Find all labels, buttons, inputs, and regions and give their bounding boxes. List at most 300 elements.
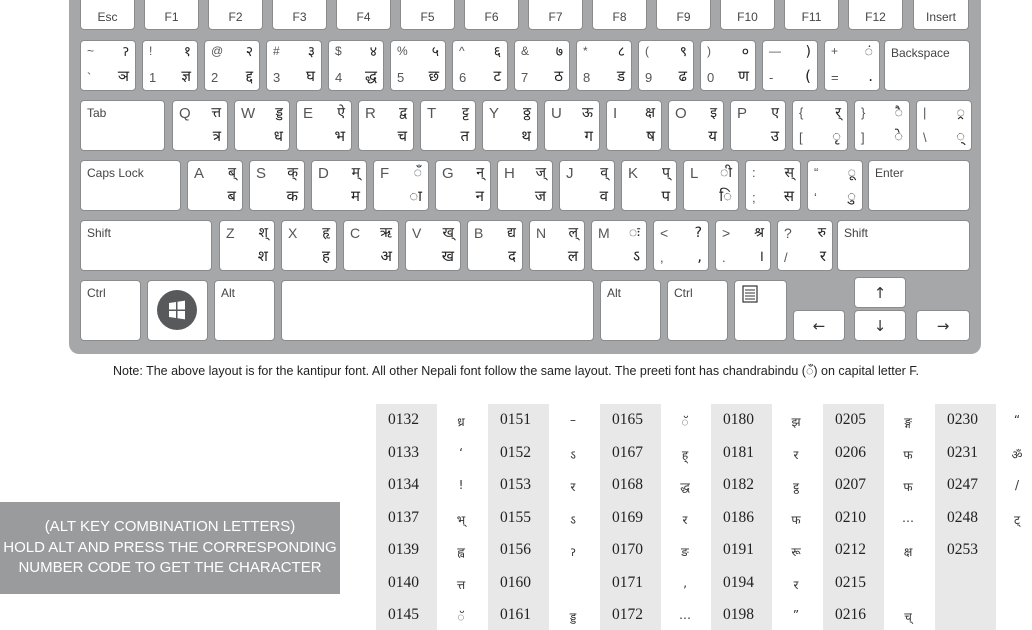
key-base-nepali: ज्ञ bbox=[181, 67, 191, 85]
key-shift-nepali: द्व bbox=[398, 105, 407, 121]
key-num-7[interactable] bbox=[514, 40, 570, 91]
key-shift-char: R bbox=[365, 105, 376, 122]
key-base-nepali: ख bbox=[441, 247, 454, 265]
key-num-8[interactable] bbox=[576, 40, 632, 91]
key-base-nepali: छ bbox=[428, 67, 439, 85]
key-label: F7 bbox=[548, 10, 563, 24]
alt-code: 0212 bbox=[835, 541, 866, 558]
alt-code: 0156 bbox=[500, 541, 531, 558]
tab-key[interactable] bbox=[80, 100, 165, 151]
key-shift-char: O bbox=[675, 105, 687, 122]
alt-code: 0145 bbox=[388, 606, 419, 623]
windows-logo-icon bbox=[157, 290, 197, 330]
key-num-10[interactable] bbox=[700, 40, 756, 91]
key-label: F2 bbox=[228, 10, 243, 24]
arrow-up-key[interactable] bbox=[854, 277, 906, 308]
key-shift-nepali: ज् bbox=[535, 165, 546, 181]
arrow-right-key[interactable] bbox=[916, 310, 970, 341]
key-base-nepali: . bbox=[868, 67, 873, 85]
key-shift-char: H bbox=[504, 165, 515, 182]
key-q-1[interactable] bbox=[234, 100, 290, 151]
key-a-5[interactable] bbox=[497, 160, 553, 211]
key-f6[interactable] bbox=[464, 0, 519, 30]
key-label: Enter bbox=[875, 166, 904, 180]
key-base-nepali: ढ bbox=[678, 67, 687, 85]
key-f2[interactable] bbox=[208, 0, 263, 30]
alt-code: 0230 bbox=[947, 411, 978, 428]
key-base-nepali: प bbox=[661, 187, 670, 205]
key-base-char: / bbox=[784, 250, 788, 265]
alt-code: 0253 bbox=[947, 541, 978, 558]
key-f10[interactable] bbox=[720, 0, 775, 30]
key-q-3[interactable] bbox=[358, 100, 414, 151]
alt-code-character: र bbox=[682, 512, 688, 527]
key-base-char: 4 bbox=[335, 70, 343, 85]
key-label: Shift bbox=[844, 226, 869, 240]
key-base-nepali: स bbox=[783, 187, 794, 205]
key-base-char: \ bbox=[923, 130, 927, 145]
key-shift-nepali: ट्ट bbox=[462, 105, 469, 121]
key-base-nepali: व bbox=[599, 187, 608, 205]
key-base-nepali: ञ bbox=[117, 67, 129, 85]
key-z-4[interactable] bbox=[467, 220, 523, 271]
key-num-6[interactable] bbox=[452, 40, 508, 91]
alt-code: 0169 bbox=[612, 508, 643, 526]
key-z-9[interactable] bbox=[777, 220, 833, 271]
key-a-2[interactable] bbox=[311, 160, 367, 211]
key-shift-char: X bbox=[288, 225, 298, 241]
key-shift-char: P bbox=[737, 105, 748, 122]
key-label: Shift bbox=[87, 226, 112, 240]
backspace-key[interactable] bbox=[884, 40, 970, 91]
key-z-8[interactable] bbox=[715, 220, 771, 271]
alt-code: 0186 bbox=[723, 508, 754, 526]
key-num-2[interactable] bbox=[204, 40, 260, 91]
key-num-12[interactable] bbox=[824, 40, 880, 91]
key-shift-nepali: र् bbox=[835, 105, 841, 121]
enter-key[interactable] bbox=[868, 160, 970, 211]
key-shift-char: : bbox=[752, 165, 756, 180]
key-shift-char: ( bbox=[645, 44, 649, 58]
arrow-right-icon: → bbox=[936, 316, 950, 335]
key-shift-nepali: ९ bbox=[679, 44, 687, 60]
key-base-nepali: ड bbox=[616, 67, 625, 85]
key-q-7[interactable] bbox=[606, 100, 662, 151]
alt-code: 0153 bbox=[500, 476, 531, 493]
key-a-1[interactable] bbox=[249, 160, 305, 211]
caps-lock-key[interactable] bbox=[80, 160, 181, 211]
alt-code-character: ट्ठ bbox=[793, 480, 799, 494]
key-label: F11 bbox=[801, 10, 822, 24]
alt-code: 0161 bbox=[500, 606, 531, 623]
key-z-3[interactable] bbox=[405, 220, 461, 271]
alt-code: 0231 bbox=[947, 443, 978, 461]
key-f4[interactable] bbox=[336, 0, 391, 30]
alt-code-character: – bbox=[570, 413, 576, 427]
alt-code-character: ह् bbox=[681, 447, 689, 462]
key-q-9[interactable] bbox=[730, 100, 786, 151]
key-z-7[interactable] bbox=[653, 220, 709, 271]
key-num-11[interactable] bbox=[762, 40, 818, 91]
key-shift-char: ! bbox=[149, 44, 153, 58]
key-shift-nepali: ल् bbox=[568, 225, 578, 241]
windows-key[interactable] bbox=[147, 280, 208, 341]
key-shift-nepali: ५ bbox=[431, 44, 439, 60]
key-f5[interactable] bbox=[400, 0, 455, 30]
alt-code: 0205 bbox=[835, 411, 866, 428]
key-z-0[interactable] bbox=[219, 220, 275, 271]
key-shift-char: @ bbox=[211, 44, 224, 58]
alt-code-character: … bbox=[679, 608, 691, 622]
key-shift-nepali: ॽ bbox=[122, 44, 129, 60]
key-shift-char: Y bbox=[489, 105, 500, 122]
key-base-nepali: म bbox=[351, 187, 360, 205]
key-shift-char: E bbox=[303, 105, 314, 122]
key-base-nepali: । bbox=[758, 247, 764, 265]
key-num-0[interactable] bbox=[80, 40, 136, 91]
key-base-char: ; bbox=[752, 190, 756, 205]
key-shift-char: | bbox=[923, 105, 927, 120]
alt-code-character: ! bbox=[458, 478, 464, 492]
right-alt-key[interactable] bbox=[600, 280, 661, 341]
key-shift-nepali: प् bbox=[662, 165, 670, 181]
key-z-5[interactable] bbox=[529, 220, 585, 271]
alt-code: 0134 bbox=[388, 476, 419, 493]
key-base-nepali: न bbox=[475, 187, 484, 205]
key-shift-char: ? bbox=[784, 225, 792, 241]
key-shift-char: > bbox=[722, 225, 731, 241]
key-a-4[interactable] bbox=[435, 160, 491, 211]
alt-code-character: ॅ bbox=[457, 610, 465, 624]
key-base-nepali: र bbox=[819, 247, 826, 265]
key-base-char: ` bbox=[87, 70, 92, 85]
right-ctrl-key[interactable] bbox=[667, 280, 728, 341]
key-shift-char: A bbox=[194, 165, 205, 182]
key-q-2[interactable] bbox=[296, 100, 352, 151]
alt-code: 0160 bbox=[500, 573, 531, 591]
key-shift-nepali: ऐ bbox=[337, 105, 345, 121]
key-q-4[interactable] bbox=[420, 100, 476, 151]
key-base-nepali: ब bbox=[227, 187, 236, 205]
alt-code-character: च् bbox=[904, 610, 912, 624]
alt-code: 0171 bbox=[612, 573, 643, 591]
key-base-nepali: , bbox=[697, 247, 702, 265]
key-a-7[interactable] bbox=[621, 160, 677, 211]
alt-code-character: ङ bbox=[681, 545, 689, 559]
alt-code: 0180 bbox=[723, 411, 754, 428]
key-f9[interactable] bbox=[656, 0, 711, 30]
key-shift-nepali: क्ष bbox=[644, 105, 655, 121]
key-q-0[interactable] bbox=[172, 100, 228, 151]
key-shift-nepali: ब् bbox=[228, 165, 236, 181]
key-num-3[interactable] bbox=[266, 40, 322, 91]
alt-code: 0152 bbox=[500, 443, 531, 461]
key-label: Insert bbox=[925, 10, 956, 24]
key-a-8[interactable] bbox=[683, 160, 739, 211]
key-label: F5 bbox=[420, 10, 435, 24]
key-base-nepali: श bbox=[257, 247, 268, 265]
alt-code: 0167 bbox=[612, 443, 643, 461]
key-shift-nepali: स् bbox=[784, 165, 794, 181]
key-f1[interactable] bbox=[144, 0, 199, 30]
alt-code-character: फ bbox=[903, 447, 913, 462]
alt-code: 0182 bbox=[723, 476, 754, 493]
key-q-10[interactable] bbox=[792, 100, 848, 151]
key-base-nepali: च bbox=[397, 127, 407, 145]
alt-code-character: ॅ bbox=[681, 415, 689, 429]
key-shift-nepali: २ bbox=[245, 44, 253, 60]
key-shift-nepali: ? bbox=[694, 225, 702, 241]
key-shift-nepali: श्र bbox=[754, 225, 764, 241]
alt-code: 0132 bbox=[388, 411, 419, 428]
key-base-nepali: घ bbox=[306, 67, 315, 85]
key-base-nepali: ृ bbox=[832, 127, 841, 145]
key-label: F10 bbox=[737, 10, 758, 24]
key-label: F3 bbox=[292, 10, 307, 24]
key-label: Alt bbox=[607, 286, 622, 300]
key-label: Alt bbox=[221, 286, 236, 300]
key-shift-nepali: हृ bbox=[322, 225, 330, 241]
key-base-nepali: ष bbox=[646, 127, 655, 145]
key-q-12[interactable] bbox=[916, 100, 972, 151]
alt-code: 0139 bbox=[388, 541, 419, 558]
key-shift-nepali: क् bbox=[287, 165, 298, 181]
alt-code-character: ॽ bbox=[570, 545, 576, 559]
arrow-down-icon: ↓ bbox=[873, 316, 887, 335]
key-base-char: 3 bbox=[273, 70, 281, 85]
alt-code-character: झ bbox=[791, 415, 801, 429]
arrow-left-key[interactable] bbox=[793, 310, 845, 341]
alt-code: 0165 bbox=[612, 411, 643, 428]
key-shift-nepali: ७ bbox=[555, 44, 563, 60]
key-base-nepali: ह bbox=[322, 247, 330, 265]
key-shift-char: U bbox=[551, 105, 562, 122]
alt-code: 0247 bbox=[947, 476, 978, 493]
key-base-char: 7 bbox=[521, 70, 529, 85]
alt-code: 0207 bbox=[835, 476, 866, 493]
key-label: F4 bbox=[356, 10, 371, 24]
left-shift-key[interactable] bbox=[80, 220, 212, 271]
key-a-10[interactable] bbox=[807, 160, 863, 211]
key-shift-nepali: ै bbox=[894, 105, 903, 121]
key-shift-nepali: १ bbox=[183, 44, 191, 60]
key-shift-char: W bbox=[241, 105, 256, 122]
key-base-nepali: ( bbox=[805, 67, 811, 85]
key-shift-nepali: ३ bbox=[307, 44, 315, 60]
key-label: F1 bbox=[164, 10, 179, 24]
alt-code-character: ह्व bbox=[457, 545, 465, 559]
key-shift-nepali: ी bbox=[720, 165, 732, 181]
alt-code-character: ड्ड bbox=[569, 610, 577, 624]
key-base-char: 0 bbox=[707, 70, 715, 85]
alt-code: 0172 bbox=[612, 606, 643, 623]
key-base-nepali: द्द bbox=[245, 67, 253, 85]
key-base-nepali: ु bbox=[847, 187, 856, 205]
key-shift-char: K bbox=[628, 165, 639, 182]
key-shift-char: ) bbox=[707, 44, 711, 58]
key-base-char: ] bbox=[861, 130, 865, 145]
key-base-nepali: ग bbox=[584, 127, 593, 145]
alt-code-character: ऽ bbox=[570, 512, 576, 527]
key-shift-nepali: व् bbox=[600, 165, 608, 181]
key-shift-char: D bbox=[318, 165, 329, 182]
key-f12[interactable] bbox=[848, 0, 903, 30]
key-shift-nepali: श् bbox=[258, 225, 268, 241]
key-shift-nepali: ० bbox=[741, 44, 749, 60]
arrow-up-icon: ↑ bbox=[873, 283, 887, 302]
key-f7[interactable] bbox=[528, 0, 583, 30]
key-label: F8 bbox=[612, 10, 627, 24]
alt-code: 0181 bbox=[723, 443, 754, 461]
key-base-char: 1 bbox=[149, 70, 157, 85]
key-label: F6 bbox=[484, 10, 499, 24]
key-base-nepali: ण bbox=[738, 67, 749, 85]
key-base-nepali: ा bbox=[409, 187, 422, 205]
key-shift-char: “ bbox=[814, 165, 819, 180]
alt-code-character: ट् bbox=[1013, 512, 1021, 527]
key-num-4[interactable] bbox=[328, 40, 384, 91]
key-q-6[interactable] bbox=[544, 100, 600, 151]
key-q-5[interactable] bbox=[482, 100, 538, 151]
key-shift-char: } bbox=[861, 105, 866, 120]
key-base-char: 8 bbox=[583, 70, 591, 85]
key-num-5[interactable] bbox=[390, 40, 446, 91]
spacebar-key[interactable] bbox=[281, 280, 594, 341]
key-a-3[interactable] bbox=[373, 160, 429, 211]
key-shift-char: V bbox=[412, 225, 422, 241]
key-base-nepali: े bbox=[894, 127, 903, 145]
key-label: F12 bbox=[865, 10, 886, 24]
key-a-9[interactable] bbox=[745, 160, 801, 211]
key-shift-char: L bbox=[690, 165, 699, 182]
key-shift-nepali: ख् bbox=[442, 225, 454, 241]
key-shift-char: B bbox=[474, 225, 484, 241]
key-shift-char: Z bbox=[226, 225, 235, 241]
alt-code: 0206 bbox=[835, 443, 866, 461]
alt-code: 0191 bbox=[723, 541, 754, 558]
key-base-nepali: थ bbox=[521, 127, 531, 145]
key-shift-nepali: ठ्ठ bbox=[523, 105, 531, 121]
alt-code-character: ङ्ग bbox=[904, 415, 912, 429]
key-base-char: ‘ bbox=[814, 190, 817, 205]
key-shift-nepali: ड्ड bbox=[275, 105, 283, 121]
instruction-line: (ALT KEY COMBINATION LETTERS) bbox=[44, 518, 296, 535]
alt-code: 0137 bbox=[388, 508, 419, 526]
key-base-char: = bbox=[831, 70, 839, 85]
key-num-1[interactable] bbox=[142, 40, 198, 91]
alt-code: 0248 bbox=[947, 508, 978, 526]
alt-code-character: र bbox=[570, 480, 576, 494]
left-ctrl-key[interactable] bbox=[80, 280, 141, 341]
key-base-nepali: अ bbox=[380, 247, 392, 265]
key-shift-char: & bbox=[521, 44, 530, 58]
key-shift-char: G bbox=[442, 165, 454, 182]
key-shift-char: $ bbox=[335, 44, 342, 58]
key-shift-nepali: ं bbox=[864, 44, 873, 60]
menu-key[interactable] bbox=[734, 280, 787, 341]
right-shift-key[interactable] bbox=[837, 220, 970, 271]
key-f3[interactable] bbox=[272, 0, 327, 30]
key-shift-char: * bbox=[583, 44, 588, 58]
key-z-1[interactable] bbox=[281, 220, 337, 271]
alt-code-character: द्ध bbox=[680, 480, 690, 494]
key-shift-char: Q bbox=[179, 105, 191, 122]
key-shift-char: T bbox=[427, 105, 437, 122]
alt-code-character: ” bbox=[792, 608, 800, 622]
key-shift-nepali: ) bbox=[805, 44, 811, 60]
alt-code: 0216 bbox=[835, 606, 866, 623]
key-shift-nepali: ४ bbox=[369, 44, 377, 60]
key-label: Caps Lock bbox=[87, 166, 144, 180]
alt-code: 0151 bbox=[500, 411, 531, 428]
key-shift-nepali: ँ bbox=[413, 165, 422, 181]
alt-code-character: … bbox=[902, 510, 914, 525]
alt-code-character: फ bbox=[903, 480, 913, 494]
alt-code: 0140 bbox=[388, 573, 419, 591]
left-alt-key[interactable] bbox=[214, 280, 275, 341]
alt-code-character: फ bbox=[791, 512, 801, 527]
key-f11[interactable] bbox=[784, 0, 839, 30]
alt-code-character: त्त bbox=[456, 577, 466, 592]
alt-code: 0155 bbox=[500, 508, 531, 526]
key-shift-nepali: ऋ bbox=[380, 225, 392, 241]
key-a-0[interactable] bbox=[187, 160, 243, 211]
key-base-nepali: ल bbox=[567, 247, 578, 265]
key-f8[interactable] bbox=[592, 0, 647, 30]
key-insert[interactable] bbox=[913, 0, 969, 30]
menu-icon bbox=[742, 285, 758, 303]
key-shift-nepali: द्य bbox=[507, 225, 516, 241]
alt-code: 0133 bbox=[388, 443, 419, 461]
key-num-9[interactable] bbox=[638, 40, 694, 91]
key-shift-nepali: ऊ bbox=[582, 105, 593, 121]
key-shift-nepali: इ bbox=[710, 105, 717, 121]
instruction-line: HOLD ALT AND PRESS THE CORRESPONDING bbox=[3, 538, 337, 556]
key-a-6[interactable] bbox=[559, 160, 615, 211]
arrow-down-key[interactable] bbox=[854, 310, 906, 341]
key-base-nepali: ध bbox=[273, 127, 283, 145]
key-esc[interactable] bbox=[80, 0, 135, 30]
key-base-nepali: ् bbox=[956, 127, 965, 145]
key-shift-char: ^ bbox=[459, 44, 465, 58]
key-base-nepali: ट bbox=[493, 67, 501, 85]
key-shift-nepali: ६ bbox=[493, 44, 501, 60]
alt-code-character: क्ष bbox=[903, 545, 913, 559]
key-base-nepali: द्ध bbox=[365, 67, 377, 85]
alt-code-character: ध्र bbox=[457, 415, 465, 429]
key-shift-nepali: ्र bbox=[956, 105, 965, 121]
key-shift-char: J bbox=[566, 165, 574, 182]
key-shift-char: { bbox=[799, 105, 804, 120]
key-base-nepali: ठ bbox=[554, 67, 563, 85]
key-q-11[interactable] bbox=[854, 100, 910, 151]
alt-code-character: र bbox=[793, 577, 799, 592]
key-z-2[interactable] bbox=[343, 220, 399, 271]
key-label: Tab bbox=[87, 106, 107, 120]
alt-code: 0210 bbox=[835, 508, 866, 526]
layout-note: Note: The above layout is for the kantipur font. All other Nepali font follow the same layout. The preeti font has chandrabindu (ँ) on capital letter F. bbox=[112, 364, 920, 378]
alt-code: 0215 bbox=[835, 573, 866, 591]
alt-code-character: र bbox=[793, 447, 799, 462]
key-base-char: 9 bbox=[645, 70, 653, 85]
key-q-8[interactable] bbox=[668, 100, 724, 151]
key-base-nepali: भ bbox=[334, 127, 345, 145]
key-shift-char: N bbox=[536, 225, 547, 241]
alt-code: 0168 bbox=[612, 476, 643, 493]
key-z-6[interactable] bbox=[591, 220, 647, 271]
key-shift-nepali: त्त bbox=[211, 105, 221, 121]
keyboard-diagram bbox=[69, 0, 981, 354]
